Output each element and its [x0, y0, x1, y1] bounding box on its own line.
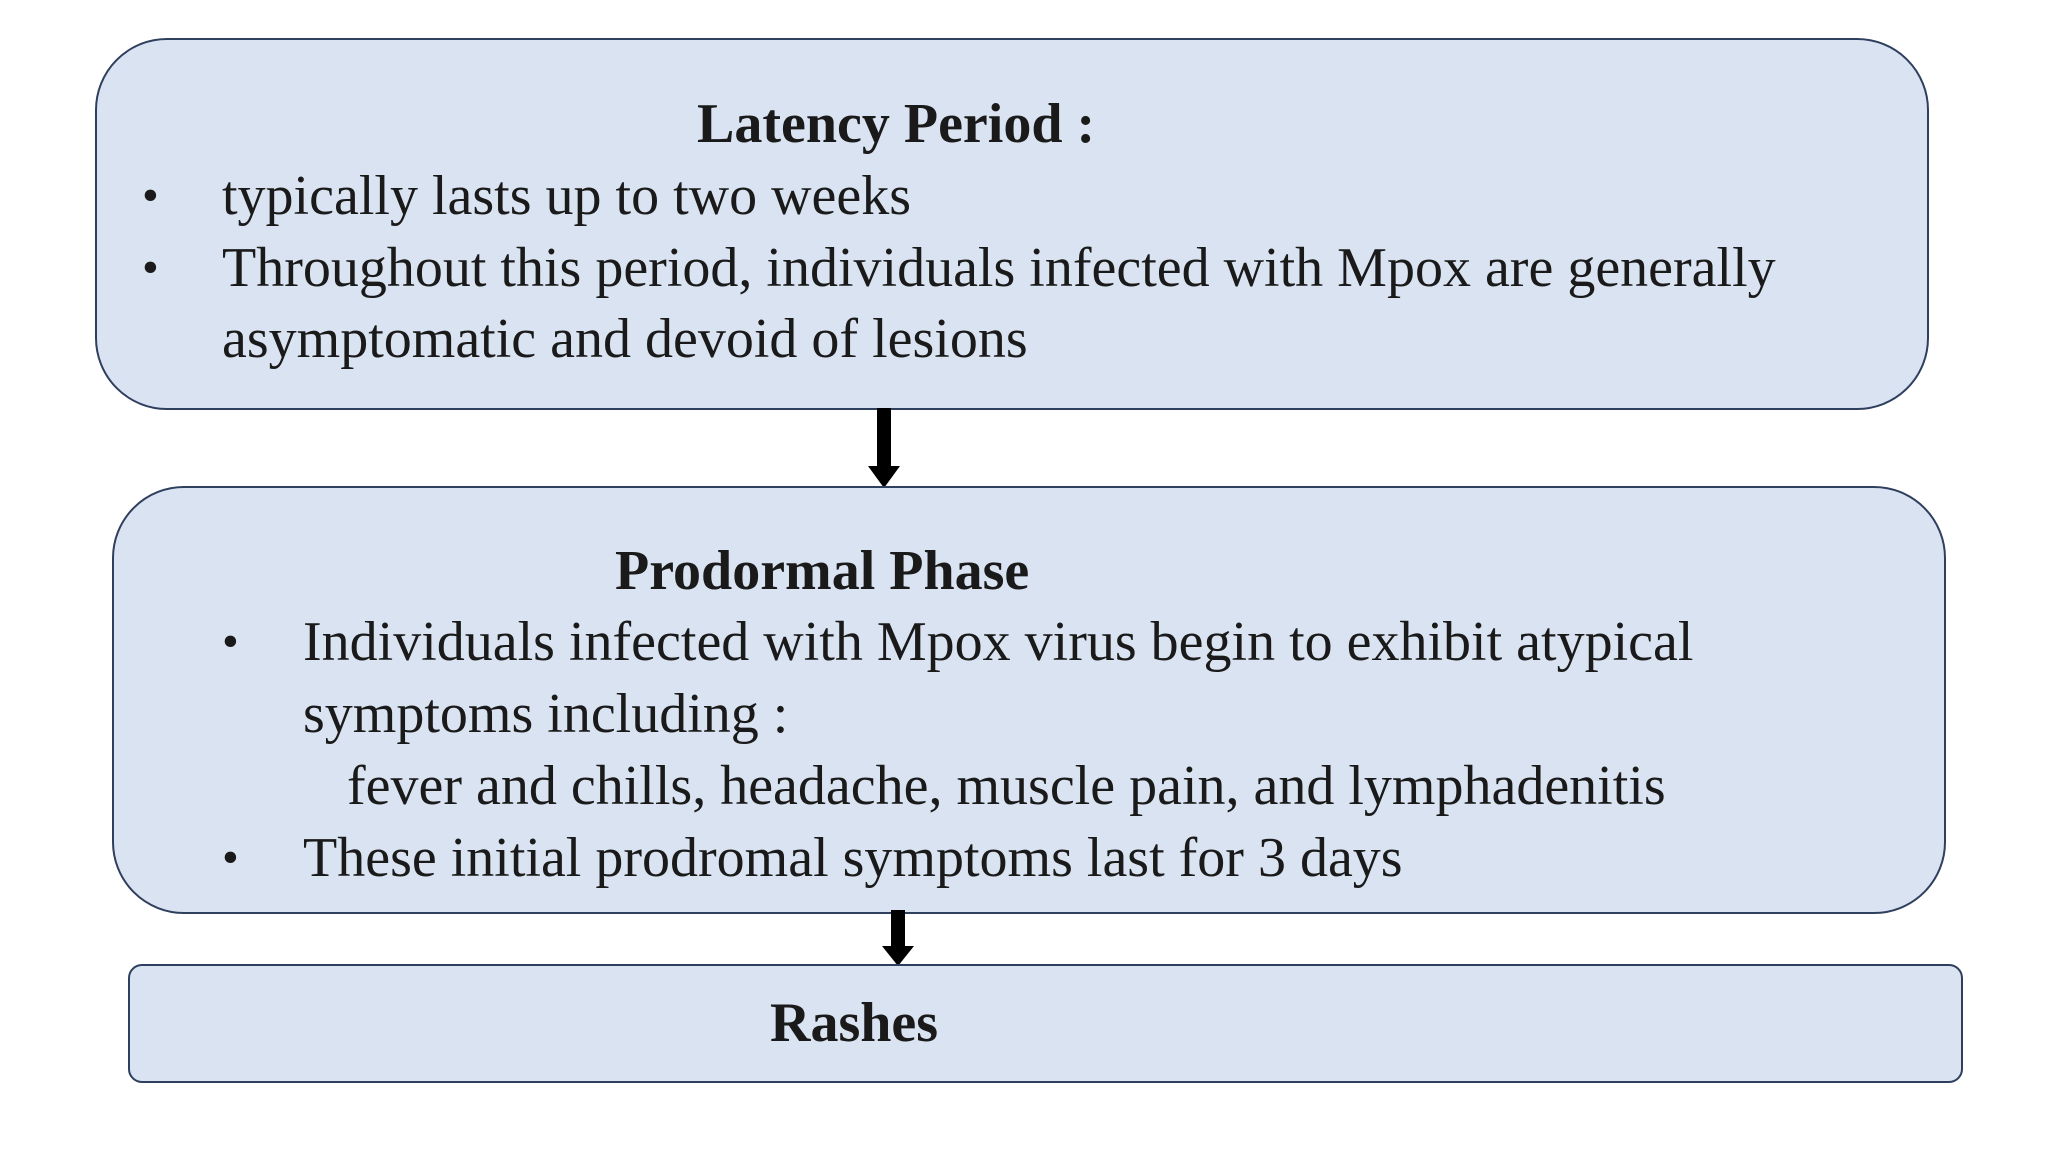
latency-bullet-2-text-line-2: asymptomatic and devoid of lesions — [222, 308, 1028, 370]
down-arrow-icon — [880, 910, 916, 968]
prodromal-bullet-1-text-line-1: Individuals infected with Mpox virus begin to exhibit atypical — [303, 611, 1694, 673]
latency-period-title: Latency Period : — [697, 93, 1096, 155]
down-arrow-icon — [866, 408, 902, 490]
latency-bullet-1-text: typically lasts up to two weeks — [222, 165, 912, 227]
prodromal-bullet-2-marker: • — [222, 831, 239, 884]
latency-bullet-1-marker: • — [142, 169, 159, 222]
latency-bullet-2-marker: • — [142, 241, 159, 294]
prodromal-bullet-1-marker: • — [222, 615, 239, 668]
prodromal-symptom-list: fever and chills, headache, muscle pain, and lymphadenitis — [347, 755, 1666, 817]
prodromal-phase-title: Prodormal Phase — [615, 540, 1030, 602]
prodromal-bullet-1-text-line-2: symptoms including : — [303, 683, 789, 745]
latency-bullet-2-text-line-1: Throughout this period, individuals infected with Mpox are generally — [222, 237, 1776, 299]
rashes-title: Rashes — [770, 992, 939, 1054]
prodromal-bullet-2-text: These initial prodromal symptoms last for 3 days — [303, 827, 1403, 889]
rashes-box — [128, 964, 1963, 1083]
